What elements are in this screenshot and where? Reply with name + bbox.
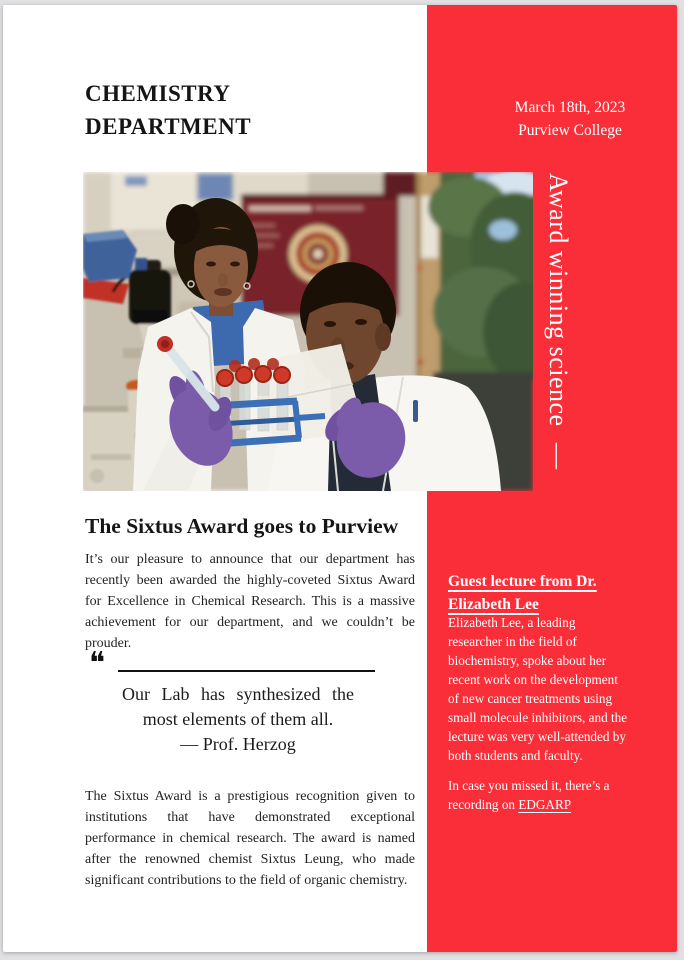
- window-trees: [428, 172, 533, 382]
- quote-line: most elements of them all.: [142, 709, 334, 729]
- masthead-date-block: [427, 96, 677, 142]
- quote-attribution: — Prof. Herzog: [180, 734, 296, 754]
- pull-quote: [98, 682, 378, 757]
- recording-note-text: In case you missed it, there’s a recording on: [448, 778, 610, 812]
- vertical-banner-text: Award winning science: [544, 173, 573, 427]
- article-paragraph-1: It’s our pleasure to announce that our department has recently been awarded the highly-coveted Sixtus Award for Excellence in Chemical Research. This is a massive achievement for our department, and we couldn’t be prouder.: [85, 552, 415, 651]
- page-title-line-2: DEPARTMENT: [85, 114, 252, 139]
- issue-date: March 18th, 2023: [514, 99, 626, 116]
- banner-dash: —: [544, 442, 573, 470]
- lab-photo: [83, 172, 533, 491]
- page-title-line-1: CHEMISTRY: [85, 81, 231, 106]
- guest-lecture-body: Elizabeth Lee, a leading researcher in the field of biochemistry, spoke about her recent work on the development of new cancer treatments using small molecule inhibitors, and the lecture was very well-attended by both students and faculty.: [448, 615, 628, 763]
- recording-note: [448, 776, 632, 814]
- page-title: [85, 77, 251, 143]
- lab-photo-illustration: [83, 172, 533, 491]
- quote-rule: [118, 670, 375, 672]
- article-paragraph-2: The Sixtus Award is a prestigious recognition given to institutions that have demonstrated exceptional performance in chemical research. The award is named after the renowned chemist Sixtus Leung, who made significant contributions to the field of organic chemistry.: [85, 789, 415, 888]
- article-heading: The Sixtus Award goes to Purview: [85, 514, 399, 538]
- newsletter-page: [3, 5, 677, 952]
- quote-line: Our Lab has synthesized the: [122, 684, 354, 704]
- quote-mark-icon: ❝: [89, 646, 106, 681]
- guest-lecture-column: [448, 613, 632, 814]
- institution-name: Purview College: [518, 122, 622, 139]
- pocket-pen: [413, 400, 418, 422]
- guest-lecture-heading: Guest lecture from Dr. Elizabeth Lee: [448, 573, 597, 613]
- vertical-banner: [539, 173, 573, 518]
- recording-link[interactable]: EDGARP: [518, 797, 572, 812]
